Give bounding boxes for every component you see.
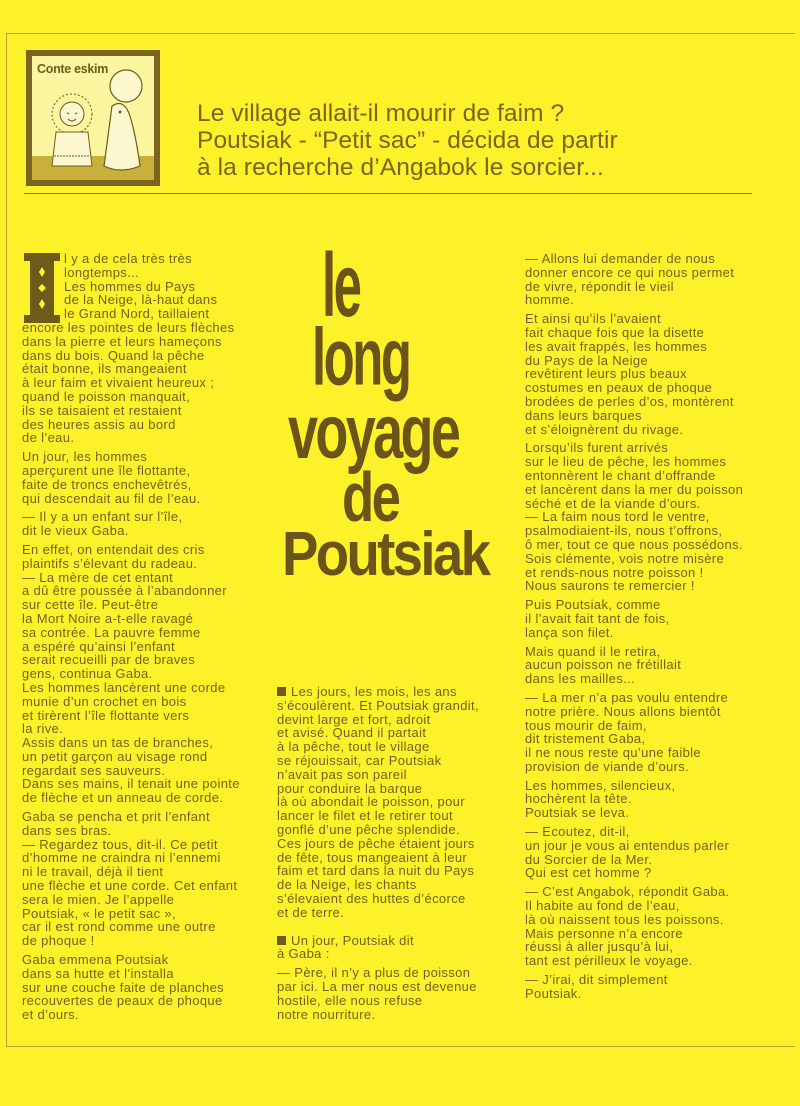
text-line: Mais quand il le retira, (525, 643, 661, 659)
text-line: a espéré qu’ainsi l’enfant (22, 638, 175, 654)
text-line: notre nourriture. (277, 1006, 376, 1022)
text-line: psalmodiaient-ils, nous t’offrons, (525, 523, 723, 539)
text-line: et rends-nous notre poisson ! (525, 564, 704, 580)
text-line: Dans ses mains, il tenait une pointe (22, 776, 240, 792)
text-line: Puis Poutsiak, comme (525, 597, 661, 613)
text-line: Qui est cet homme ? (525, 865, 652, 881)
text-line: Gaba se pencha et prit l’enfant (22, 809, 210, 825)
text-line-content: Les jours, les mois, les ans (291, 684, 457, 699)
text-line: sur une couche faite de planches (22, 979, 224, 995)
paragraph (525, 252, 775, 307)
text-line: était bonne, ils mangeaient (22, 361, 187, 377)
paragraph (22, 450, 274, 505)
text-line: entonnèrent le chant d’offrande (525, 467, 716, 483)
text-line: dans du bois. Quand la pêche (22, 347, 205, 363)
text-line: munie d’un crochet en bois (22, 693, 187, 709)
text-line: homme. (525, 292, 575, 308)
text-line: Les hommes, silencieux, (525, 777, 676, 793)
text-line: s’élevaient des huttes d’écorce (277, 890, 466, 906)
column-left (22, 252, 274, 1027)
title-line: long (312, 312, 410, 403)
text-line: dit le vieux Gaba. (22, 523, 129, 539)
headline (197, 100, 618, 181)
text-line: et lancèrent dans la mer du poisson (525, 481, 744, 497)
column-right (525, 252, 775, 1006)
text-line: pour conduire la barque (277, 780, 423, 796)
paragraph (22, 510, 274, 538)
text-line: faim et tard dans la nuit du Pays (277, 863, 475, 879)
text-line: recouvertes de peaux de phoque (22, 993, 223, 1009)
text-line: la Mort Noire a-t-elle ravagé (22, 610, 194, 626)
text-line: de la Neige, les chants (277, 877, 417, 893)
text-line: du Sorcier de la Mer. (525, 851, 653, 867)
paragraph (277, 934, 507, 962)
text-line: revêtirent leurs plus beaux (525, 366, 687, 382)
text-line: gens, continua Gaba. (22, 666, 153, 682)
text-line: — C’est Angabok, répondit Gaba. (525, 884, 730, 900)
paragraph (277, 685, 507, 920)
text-line: l y a de cela très très (64, 251, 192, 266)
text-line: hochèrent la tête. (525, 791, 632, 807)
text-line: — Père, il n’y a plus de poisson (277, 965, 471, 981)
paragraph (277, 966, 507, 1021)
paragraph (22, 252, 274, 445)
text-line: Gaba emmena Poutsiak (22, 952, 169, 968)
text-line: et tirèrent l’île flottante vers (22, 707, 190, 723)
text-line: de la Neige, là-haut dans (64, 292, 218, 308)
paragraph (525, 691, 775, 774)
header-divider (24, 193, 752, 194)
text-line: ô mer, tout ce que nous possédons. (525, 536, 743, 552)
text-line: — La mère de cet entant (22, 569, 174, 585)
paragraph (525, 645, 775, 686)
text-line: de vivre, répondit le vieil (525, 278, 674, 294)
text-line: — Il y a un enfant sur l’île, (22, 509, 183, 525)
title-line: le (322, 236, 360, 337)
text-line: il ne nous reste qu’une faible (525, 745, 702, 761)
text-line: Poutsiak se leva. (525, 805, 630, 821)
text-line: de fête, tous mangeaient à leur (277, 849, 468, 865)
text-line: se réjouissait, car Poutsiak (277, 752, 442, 768)
text-line: car il est rond comme une outre (22, 919, 216, 935)
logo-label: Conte eskim (37, 62, 109, 76)
text-line: sur cette île. Peut-être (22, 597, 159, 613)
paragraph (22, 543, 274, 805)
text-line: fait chaque fois que la disette (525, 324, 705, 340)
text-line: Mais personne n’a encore (525, 925, 683, 941)
text-line: dit tristement Gaba, (525, 731, 646, 747)
text-line: ni le travail, déjà il tient (22, 864, 164, 880)
text-line: sera le mien. Je l’appelle (22, 891, 175, 907)
text-line: qui descendait au fil de l’eau. (22, 490, 201, 506)
text-line: d’homme ne craindra ni l’ennemi (22, 850, 221, 866)
text-line: et avisé. Quand il partait (277, 725, 427, 741)
title-line: de (342, 459, 399, 537)
paragraph (525, 598, 775, 639)
text-line: plaintifs s’élevant du radeau. (22, 555, 198, 571)
bullet-square-icon (277, 936, 286, 945)
paragraph (22, 953, 274, 1022)
text-line: — Regardez tous, dit-il. Ce petit (22, 836, 218, 852)
title-line: Poutsiak (282, 520, 489, 589)
text-line: tant est périlleux le voyage. (525, 953, 693, 969)
paragraph (525, 825, 775, 880)
text-line: il l’avait fait tant de fois, (525, 610, 670, 626)
text-line: aperçurent une île flottante, (22, 462, 191, 478)
headline-line: Poutsiak - “Petit sac” - décida de partir (197, 127, 618, 154)
story-logo (26, 50, 160, 186)
text-line: du Pays de la Neige (525, 352, 649, 368)
text-line: des heures assis au bord (22, 416, 176, 432)
text-line (277, 685, 507, 699)
text-line: longtemps... (64, 264, 140, 280)
text-line: un petit garçon au visage rond (22, 748, 208, 764)
text-line: s’écoulèrent. Et Poutsiak grandit, (277, 697, 479, 713)
paragraph (525, 779, 775, 820)
text-line: tous mourir de faim, (525, 717, 647, 733)
text-line: — La mer n’a pas voulu entendre (525, 689, 729, 705)
text-line: dans sa hutte et l’installa (22, 965, 174, 981)
text-line: notre prière. Nous allons bientôt (525, 703, 721, 719)
text-line: sa contrée. La pauvre femme (22, 624, 201, 640)
headline-line: Le village allait-il mourir de faim ? (197, 100, 565, 127)
text-line: Un jour, les hommes (22, 449, 148, 465)
text-line: par ici. La mer nous est devenue (277, 978, 477, 994)
text-line: dans leurs barques (525, 407, 642, 423)
text-line: — Ecoutez, dit-il, (525, 824, 630, 840)
text-line: les avait frappés, les hommes (525, 338, 708, 354)
text-line: — La faim nous tord le ventre, (525, 509, 710, 525)
text-line: une flèche et une corde. Cet enfant (22, 878, 238, 894)
text-line: aucun poisson ne frétillait (525, 657, 682, 673)
text-line: quand le poisson manquait, (22, 388, 191, 404)
text-line: le Grand Nord, taillaient (64, 306, 210, 322)
text-line: devint large et fort, adroit (277, 711, 431, 727)
text-line: à Gaba : (277, 946, 330, 962)
text-line: Nous saurons te remercier ! (525, 578, 695, 594)
text-line: En effet, on entendait des cris (22, 541, 205, 557)
text-line: faite de troncs enchevêtrés, (22, 476, 192, 492)
paragraph (22, 810, 274, 948)
text-line: brodées de perles d’os, montèrent (525, 393, 734, 409)
paragraph (525, 973, 775, 1001)
text-line: Assis dans un tas de branches, (22, 735, 214, 751)
title-line: voyage (288, 391, 459, 476)
text-line: et s’éloignèrent du rivage. (525, 421, 684, 437)
text-line: lança son filet. (525, 624, 614, 640)
text-line: sur le lieu de pêche, les hommes (525, 454, 727, 470)
text-line: Poutsiak, « le petit sac », (22, 905, 176, 921)
bullet-square-icon (277, 687, 286, 696)
text-line (277, 934, 507, 948)
text-line: et d’ours. (22, 1007, 79, 1023)
paragraph (525, 885, 775, 968)
text-line: Les hommes du Pays (64, 278, 196, 294)
text-line: dans ses bras. (22, 822, 112, 838)
paragraph (525, 441, 775, 593)
column-middle (277, 685, 507, 1026)
text-line: réussi à aller jusqu’à lui, (525, 939, 674, 955)
text-line: de l’eau. (22, 430, 75, 446)
text-line: n’avait pas son pareil (277, 766, 407, 782)
text-line-content: Un jour, Poutsiak dit (291, 932, 414, 948)
text-line: a dû être poussée à l’abandonner (22, 583, 227, 599)
text-line: Ces jours de pêche étaient jours (277, 835, 475, 851)
text-line: de flèche et un anneau de corde. (22, 790, 224, 806)
headline-line: à la recherche d’Angabok le sorcier... (197, 154, 604, 181)
text-line: costumes en peaux de phoque (525, 380, 713, 396)
text-line: Sois clémente, vois notre misère (525, 550, 725, 566)
text-line: séché et de la viande d’ours. (525, 495, 701, 511)
text-line: Les hommes lancèrent une corde (22, 679, 226, 695)
text-line: Lorsqu’ils furent arrivés (525, 440, 669, 456)
text-line: encore les pointes de leurs flèches (22, 319, 235, 335)
text-line: serait recueilli par de braves (22, 652, 196, 668)
text-line: regardait ses sauveurs. (22, 762, 166, 778)
text-line: — Allons lui demander de nous (525, 251, 716, 266)
text-line: et de terre. (277, 904, 345, 920)
text-line: de phoque ! (22, 933, 95, 949)
text-line: hostile, elle nous refuse (277, 992, 423, 1008)
text-line: lancer le filet et le retirer tout (277, 808, 453, 824)
text-line: là où naissent tous les poissons. (525, 911, 724, 927)
text-line: un jour je vous ai entendus parler (525, 837, 730, 853)
text-line: dans la pierre et leurs hameçons (22, 333, 222, 349)
text-line: gonflé d’une pêche splendide. (277, 821, 460, 837)
text-line: à la pêche, tout le village (277, 739, 430, 755)
text-line: à leur faim et vivaient heureux ; (22, 375, 215, 391)
paragraph (525, 312, 775, 436)
text-line: provision de viande d’ours. (525, 758, 690, 774)
text-line: là où abondait le poisson, pour (277, 794, 465, 810)
text-line: — J’irai, dit simplement (525, 972, 668, 988)
text-line: dans les mailles... (525, 671, 635, 687)
text-line: Et ainsi qu’ils l’avaient (525, 311, 661, 327)
text-line: ils se taisaient et restaient (22, 402, 182, 418)
text-line: la rive. (22, 721, 64, 737)
text-line: Il habite au fond de l’eau, (525, 898, 680, 914)
text-line: Poutsiak. (525, 985, 582, 1001)
text-line: donner encore ce qui nous permet (525, 264, 735, 280)
